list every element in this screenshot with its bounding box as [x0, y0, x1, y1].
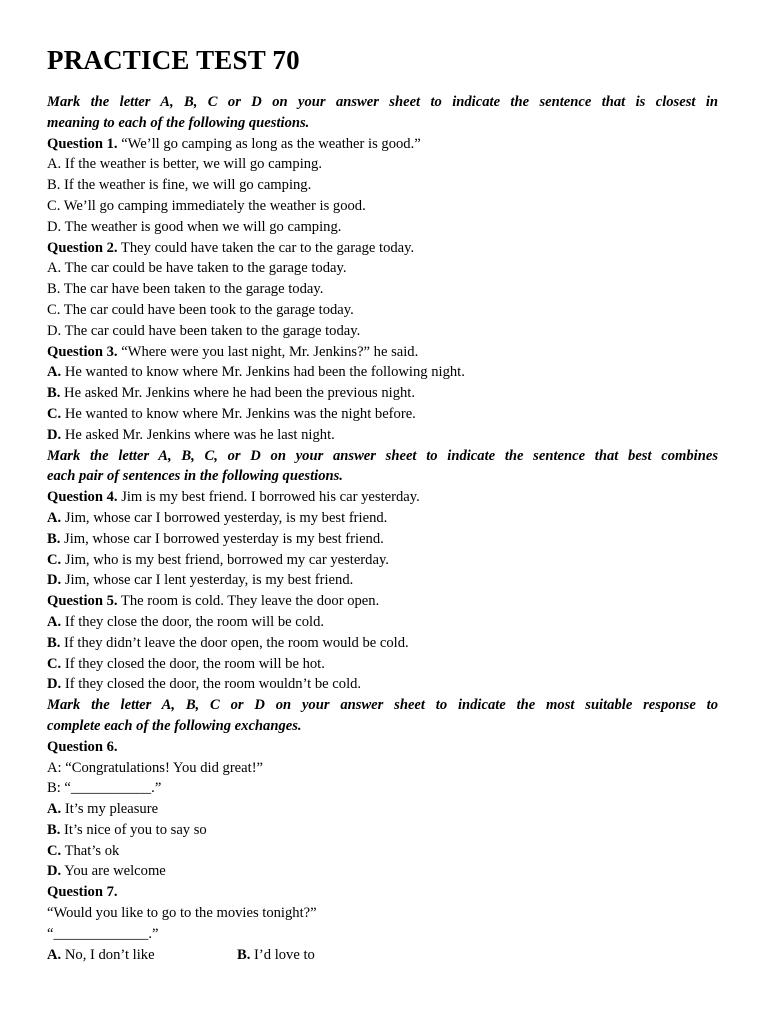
question-number: Question 4.: [47, 489, 118, 506]
answer-option: [47, 321, 718, 342]
option-text: No, I don’t like: [61, 946, 155, 963]
option-text: Jim, whose car I lent yesterday, is my best friend.: [61, 572, 354, 589]
option-text: If they closed the door, the room will be hot.: [61, 655, 325, 672]
section-instructions: [47, 113, 718, 134]
question-number: Question 7.: [47, 884, 118, 901]
answer-option-row: [47, 945, 718, 966]
answer-option: [47, 529, 718, 550]
answer-option: [47, 820, 718, 841]
option-text: The weather is good when we will go camping.: [61, 218, 342, 235]
dialogue-line: B: “___________.”: [47, 780, 162, 797]
option-letter: B.: [47, 821, 61, 838]
option-text: If the weather is fine, we will go camping.: [60, 177, 312, 194]
answer-option: [47, 654, 718, 675]
section-instructions: [47, 92, 718, 113]
instruction-text: Mark the letter A, B, C or D on your answer sheet to indicate the sentence that is closest in: [47, 94, 718, 110]
question-stem: [47, 238, 718, 259]
option-letter: C.: [47, 842, 62, 859]
option-text: Jim, whose car I borrowed yesterday is my best friend.: [60, 530, 384, 547]
option-letter: C.: [47, 551, 62, 568]
option-letter: B.: [47, 177, 61, 194]
option-letter: D.: [47, 322, 62, 339]
answer-option: [47, 383, 718, 404]
answer-option: [47, 799, 718, 820]
section-instructions: [47, 695, 718, 716]
section-instructions: [47, 446, 718, 467]
answer-option: [47, 508, 718, 529]
answer-option: [47, 217, 718, 238]
option-letter: A.: [47, 364, 62, 381]
question-number: Question 2.: [47, 239, 118, 256]
option-text: If the weather is better, we will go camping.: [61, 156, 323, 173]
option-text: The car could be have taken to the garage today.: [61, 260, 347, 277]
option-text: I’d love to: [250, 946, 315, 963]
answer-option: [47, 674, 718, 695]
question-text: “Where were you last night, Mr. Jenkins?” he said.: [117, 343, 419, 360]
option-letter: A.: [47, 613, 62, 630]
question-stem: [47, 882, 718, 903]
option-letter: C.: [47, 405, 62, 422]
option-text: That’s ok: [61, 842, 120, 859]
option-letter: D.: [47, 572, 62, 589]
answer-option: [47, 404, 718, 425]
option-letter: C.: [47, 197, 61, 214]
option-letter: C.: [47, 655, 62, 672]
option-letter: B.: [237, 946, 251, 963]
option-letter: C.: [47, 301, 61, 318]
answer-option: [237, 945, 427, 966]
option-text: It’s nice of you to say so: [60, 821, 207, 838]
dialogue-line: A: “Congratulations! You did great!”: [47, 759, 264, 776]
instruction-text: complete each of the following exchanges.: [47, 717, 302, 734]
option-text: He asked Mr. Jenkins where he had been the previous night.: [60, 385, 416, 402]
option-letter: A.: [47, 509, 62, 526]
option-letter: D.: [47, 218, 62, 235]
answer-option: [47, 425, 718, 446]
section-instructions: [47, 466, 718, 487]
option-letter: B.: [47, 281, 61, 298]
question-text: They could have taken the car to the garage today.: [117, 239, 415, 256]
question-stem: [47, 737, 718, 758]
answer-option: [47, 154, 718, 175]
question-text: The room is cold. They leave the door open.: [117, 593, 380, 610]
option-text: He wanted to know where Mr. Jenkins had been the following night.: [61, 364, 465, 381]
answer-option: [47, 945, 237, 966]
option-text: The car could have been taken to the garage today.: [61, 322, 361, 339]
option-text: It’s my pleasure: [61, 801, 159, 818]
option-text: He asked Mr. Jenkins where was he last night.: [61, 426, 335, 443]
answer-option: [47, 550, 718, 571]
page-title: PRACTICE TEST 70: [47, 45, 300, 75]
option-letter: A.: [47, 260, 62, 277]
option-text: The car could have been took to the garage today.: [60, 301, 354, 318]
answer-option: [47, 279, 718, 300]
option-letter: B.: [47, 634, 61, 651]
question-number: Question 1.: [47, 135, 118, 152]
question-stem: [47, 342, 718, 363]
instruction-text: Mark the letter A, B, C or D on your answer sheet to indicate the most suitable response to: [47, 697, 718, 714]
question-text: “We’ll go camping as long as the weather is good.”: [117, 135, 421, 152]
answer-option: [47, 612, 718, 633]
instruction-text: each pair of sentences in the following questions.: [47, 468, 343, 485]
option-letter: D.: [47, 676, 62, 693]
option-letter: B.: [47, 385, 61, 402]
answer-option: [47, 362, 718, 383]
answer-option: [47, 633, 718, 654]
option-letter: A.: [47, 801, 62, 818]
answer-option: [47, 861, 718, 882]
answer-option: [47, 196, 718, 217]
option-letter: D.: [47, 863, 62, 880]
option-text: If they close the door, the room will be cold.: [61, 613, 325, 630]
option-text: Jim, whose car I borrowed yesterday, is my best friend.: [61, 509, 388, 526]
answer-option: [47, 841, 718, 862]
question-stem: [47, 591, 718, 612]
dialogue-line: “_____________.”: [47, 925, 159, 942]
answer-option: [47, 258, 718, 279]
option-letter: A.: [47, 946, 62, 963]
answer-option: [47, 300, 718, 321]
option-text: The car have been taken to the garage today.: [60, 281, 324, 298]
option-letter: D.: [47, 426, 62, 443]
section-instructions: [47, 716, 718, 737]
option-text: If they didn’t leave the door open, the room would be cold.: [60, 634, 409, 651]
option-text: You are welcome: [61, 863, 166, 880]
question-stem: [47, 134, 718, 155]
answer-option: [47, 175, 718, 196]
question-stem: [47, 487, 718, 508]
option-text: If they closed the door, the room wouldn’t be cold.: [61, 676, 362, 693]
answer-option: [47, 570, 718, 591]
option-text: He wanted to know where Mr. Jenkins was the night before.: [61, 405, 416, 422]
question-number: Question 5.: [47, 593, 118, 610]
option-text: We’ll go camping immediately the weather is good.: [60, 197, 366, 214]
question-text: Jim is my best friend. I borrowed his car yesterday.: [117, 489, 420, 506]
instruction-text: meaning to each of the following questions.: [47, 114, 310, 131]
dialogue-line: “Would you like to go to the movies tonight?”: [47, 905, 317, 922]
instruction-text: Mark the letter A, B, C, or D on your answer sheet to indicate the sentence that best combines: [47, 447, 718, 464]
option-text: Jim, who is my best friend, borrowed my car yesterday.: [61, 551, 389, 568]
question-number: Question 3.: [47, 343, 118, 360]
option-letter: B.: [47, 530, 61, 547]
question-number: Question 6.: [47, 738, 118, 755]
option-letter: A.: [47, 156, 62, 173]
